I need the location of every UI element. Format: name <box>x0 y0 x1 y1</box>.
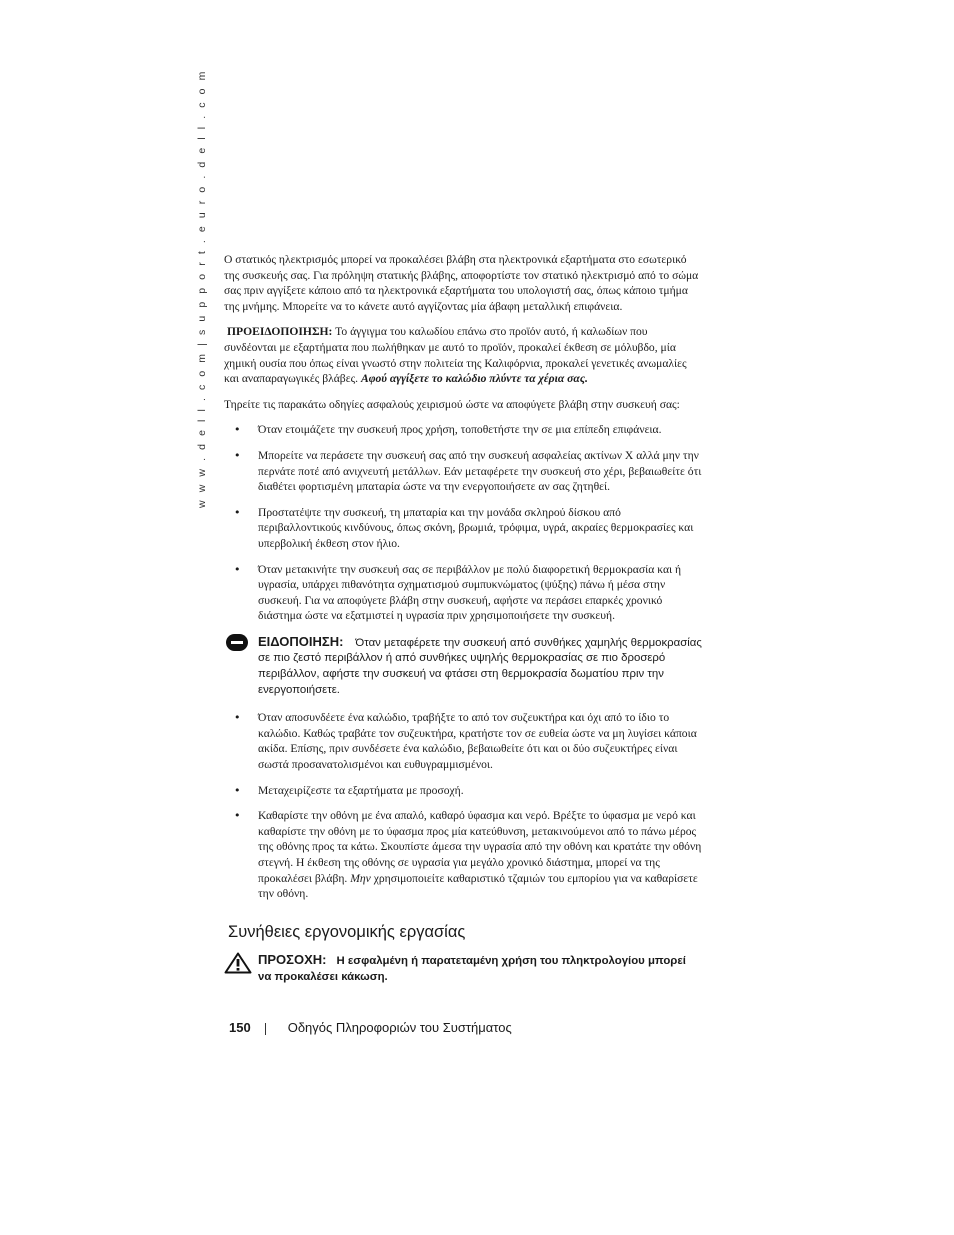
bullet-icon: • <box>234 562 241 576</box>
warning-text: Το άγγιγμα του καλωδίου επάνω στο προϊόν αυτό, ή καλωδίων που συνδέονται με εξαρτήματα που πωλήθηκαν με αυτό το προϊόν, προκαλεί έκθεση σε μόλυβδο, μία χημική ουσία που όπως είναι γνωστό στην πολιτεία της Καλιφόρνια, προκαλεί γενετικές ανωμαλίες και αναπαραγωγικές βλάβες. <box>224 325 687 386</box>
bullet-icon: • <box>234 448 241 462</box>
list-item <box>224 710 702 772</box>
notice-label: ΕΙΔΟΠΟΙΗΣΗ: <box>258 633 344 649</box>
list-item <box>224 422 702 438</box>
lead-warning <box>224 324 702 386</box>
list-item <box>224 448 702 495</box>
warning-label: ΠΡΟΕΙΔΟΠΟΙΗΣΗ: <box>227 325 333 339</box>
section-title: Συνήθειες εργονομικής εργασίας <box>228 922 466 941</box>
intro-paragraph: Ο στατικός ηλεκτρισμός μπορεί να προκαλέσει βλάβη στα ηλεκτρονικά εξαρτήματα στο εσωτερικό της συσκευής σας. Για πρόληψη στατικής βλάβης, αποφορτίστε τον στατικό ηλεκτρισμό από το σώμα σας πριν αγγίξετε κάποιο από τα ηλεκτρονικά εξαρτήματα του υπολογιστή σας, όπως κάποιο τμήμα της μνήμης. Μπορείτε να το κάνετε αυτό αγγίζοντας μία άβαφη μεταλλική επιφάνεια. <box>224 253 699 313</box>
list-item <box>224 783 702 799</box>
notice-block <box>224 634 702 698</box>
guidelines-list-b <box>224 710 702 902</box>
list-item-text: Όταν ετοιμάζετε την συσκευή προς χρήση, τοποθετήστε την σε μια επίπεδη επιφάνεια. <box>258 423 662 437</box>
footer-title: Οδηγός Πληροφοριών του Συστήματος <box>287 1020 512 1035</box>
bullet-icon: • <box>234 711 241 725</box>
bullet-icon: • <box>234 505 241 519</box>
bullet-icon: • <box>234 783 241 797</box>
notice-icon <box>226 634 248 651</box>
page-number: 150 <box>229 1020 251 1035</box>
list-item-tail: χρησιμοποιείτε καθαριστικό τζαμιών του εμπορίου για να καθαρίσετε την οθόνη. <box>258 871 698 901</box>
footer-separator <box>265 1023 266 1035</box>
caution-label: ΠΡΟΣΟΧΗ: <box>258 951 327 967</box>
list-item-text: Καθαρίστε την οθόνη με ένα απαλό, καθαρό ύφασμα και νερό. Βρέξτε το ύφασμα με νερό και καθαρίστε την οθόνη με το ύφασμα προς μία κατεύθυνση, μετακινούμενοι από το πάνω μέρος της οθόνης προς τα κάτω. Σκουπίστε άμεσα την υγρασία από την οθόνη και κρατάτε την οθόνη στεγνή. Η έκθεση της οθόνης σε υγρασία για μεγάλο χρονικό διάστημα, μπορεί να της προκαλέσει βλάβη. <box>258 809 702 885</box>
list-item-text: Μπορείτε να περάσετε την συσκευή σας από την συσκευή ασφαλείας ακτίνων Χ αλλά μην την περνάτε ποτέ από ανιχνευτή μετάλλων. Εάν μεταφέρετε την συσκευή στο χέρι, βεβαιωθείτε ότι διαθέτει φορτισμένη μπαταρία ώστε να την ενεργοποιήσετε αν σας ζητηθεί. <box>258 448 702 494</box>
list-item-text: Όταν αποσυνδέετε ένα καλώδιο, τραβήξτε το από τον συζευκτήρα και όχι από το ίδιο το καλώδιο. Καθώς τραβάτε τον συζευκτήρα, κρατήστε τον σε ευθεία ώστε να μη λυγίσει κάποια ακίδα. Επίσης, πριν συνδέσετε ένα καλώδιο, βεβαιωθείτε ότι και οι δύο συζευκτήρες είναι σωστά προσανατολισμένοι και ευθυγραμμισμένοι. <box>258 711 697 772</box>
caution-text: Η εσφαλμένη ή παρατεταμένη χρήση του πληκτρολογίου μπορεί να προκαλέσει κάκωση. <box>258 954 686 983</box>
list-item-text: Όταν μετακινήτε την συσκευή σας σε περιβάλλον με πολύ διαφορετική θερμοκρασία και ή υγρασία, υπάρχει πιθανότητα σχηματισμού συμπυκνώματος (ψύξης) πάνω ή μέσα στην συσκευή. Για να αποφύγετε βλάβη στην συσκευή, αφήστε να περάσει επαρκές χρονικό διάστημα ώστε να εξατμιστεί η υγρασία πριν χρησιμοποιήσετε την συσκευή. <box>258 562 682 623</box>
page-content <box>224 252 702 985</box>
notice-text: Όταν μεταφέρετε την συσκευή από συνθήκες χαμηλής θερμοκρασίας σε πιο ζεστό περιβάλλον ή από συνθήκες υψηλής θερμοκρασίας σε πιο δροσερό περιβάλλον, αφήστε την συσκευή να φτάσει στη θερμοκρασία δωματίου πριν την ενεργοποιήσετε. <box>258 636 702 696</box>
warning-emphasis: Αφού αγγίξετε το καλώδιο πλύντε τα χέρια σας. <box>360 372 588 386</box>
list-item <box>224 808 702 902</box>
caution-triangle-icon <box>224 952 252 974</box>
list-item-text: Μεταχειρίζεστε τα εξαρτήματα με προσοχή. <box>258 783 464 797</box>
caution-block <box>224 952 702 985</box>
side-url: w w w . d e l l . c o m | s u p p o r t . e u r o . d e l l . c o m <box>196 69 208 508</box>
list-item-text: Προστατέψτε την συσκευή, τη μπαταρία και την μονάδα σκληρού δίσκου από περιβαλλοντικούς κινδύνους, όπως σκόνη, βρωμιά, τρόφιμα, υγρά, ακραίες θερμοκρασίες και υπερβολική έκθεση στον ήλιο. <box>258 505 694 550</box>
list-item <box>224 562 702 624</box>
bullet-icon: • <box>234 423 241 437</box>
list-item <box>224 505 702 552</box>
guidelines-intro: Τηρείτε τις παρακάτω οδηγίες ασφαλούς χειρισμού ώστε να αποφύγετε βλάβη στην συσκευή σας: <box>224 397 680 411</box>
bullet-icon: • <box>234 809 241 823</box>
guidelines-list-a <box>224 422 702 624</box>
list-item-emphasis: Μην <box>350 871 371 885</box>
page-footer <box>229 1020 512 1036</box>
